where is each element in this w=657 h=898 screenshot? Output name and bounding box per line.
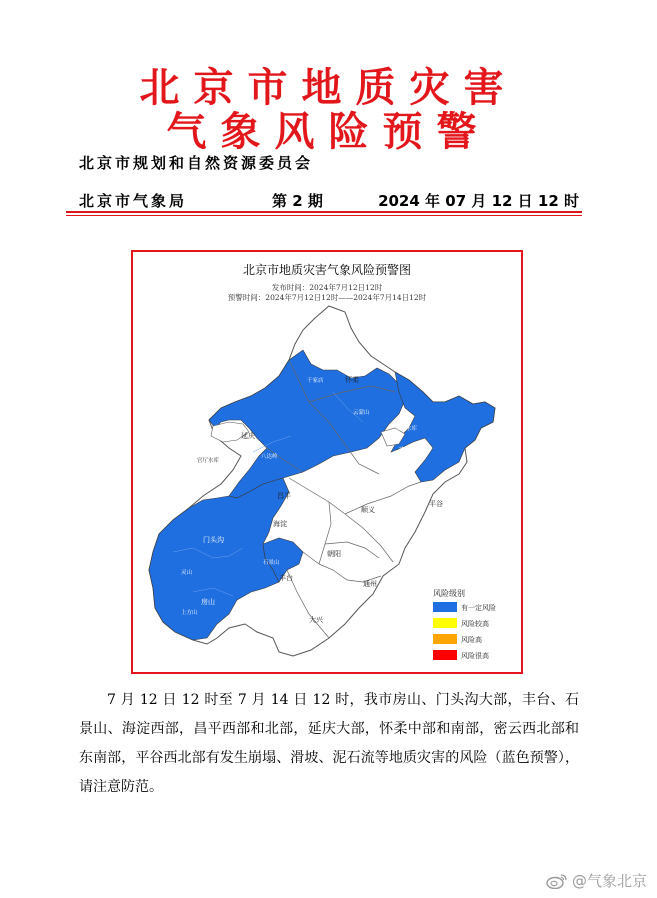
watermark-text: @气象北京	[571, 872, 647, 890]
map-valid-time: 预警时间：2024年7月12日12时——2024年7月14日12时	[227, 293, 427, 302]
label-huairou: 怀柔	[345, 376, 359, 384]
weibo-icon	[546, 873, 568, 889]
legend-title: 风险级别	[433, 589, 465, 598]
label-changping: 昌平	[277, 492, 291, 500]
label-daxing: 大兴	[309, 616, 323, 624]
issue-info-row	[79, 190, 579, 210]
label-yunmengshan: 云蒙山	[353, 410, 370, 416]
label-mentougou: 门头沟	[203, 536, 224, 544]
label-yanqing: 延庆	[241, 432, 255, 440]
label-qianjiadian: 千家店	[307, 378, 324, 384]
issue-date: 2024 年 07 月 12 日 12 时	[378, 192, 579, 210]
legend-label-0: 有一定风险	[461, 604, 496, 612]
label-chaoyang: 朝阳	[327, 550, 341, 558]
red-divider-thin	[66, 215, 582, 216]
warning-description: 7 月 12 日 12 时至 7 月 14 日 12 时，我市房山、门头沟大部，丰台、石景山、海淀西部，昌平西部和北部，延庆大部，怀柔中部和南部，密云西北部和东南部，平谷西北部有发生崩塌、滑坡、泥石流等地质灾害的风险（蓝色预警），请注意防范。	[79, 692, 579, 795]
red-divider	[66, 211, 582, 213]
label-fengtai: 丰台	[279, 574, 293, 582]
legend-swatch-blue	[433, 602, 457, 612]
issuer-name: 北京市规划和自然资源委员会	[79, 154, 314, 172]
bureau-name: 北京市气象局	[79, 192, 188, 210]
weibo-watermark	[546, 870, 647, 891]
label-haidian: 海淀	[273, 520, 287, 528]
label-tongzhou: 通州	[363, 580, 377, 588]
map-title: 北京市地质灾害气象风险预警图	[242, 263, 412, 277]
label-miyun: 密云	[399, 446, 413, 454]
legend-swatch-orange	[433, 634, 457, 644]
label-shunyi: 顺义	[361, 506, 375, 514]
map-release-time: 发布时间：2024年7月12日12时	[271, 283, 383, 292]
document-title-line2: 气象风险预警	[166, 108, 491, 155]
risk-map	[133, 252, 521, 672]
legend-label-1: 风险较高	[461, 620, 489, 628]
label-guanting: 官厅水库	[197, 458, 220, 464]
label-badaling: 八达岭	[261, 454, 278, 460]
legend-label-2: 风险高	[461, 636, 482, 644]
label-shijingshan: 石景山	[263, 560, 280, 566]
label-shangfangshan: 上方山	[181, 610, 198, 616]
legend-label-3: 风险很高	[461, 652, 489, 660]
issue-number: 第 2 期	[272, 192, 323, 210]
risk-map-figure	[131, 250, 523, 674]
legend-swatch-yellow	[433, 618, 457, 628]
map-legend	[433, 588, 496, 660]
label-lingshan: 灵山	[181, 570, 193, 576]
legend-swatch-red	[433, 650, 457, 660]
label-fangshan: 房山	[201, 598, 215, 606]
document-title-line1: 北京市地质灾害	[139, 64, 518, 111]
label-pinggu: 平谷	[429, 500, 443, 508]
label-miyun-reservoir: 密云水库	[395, 426, 418, 432]
